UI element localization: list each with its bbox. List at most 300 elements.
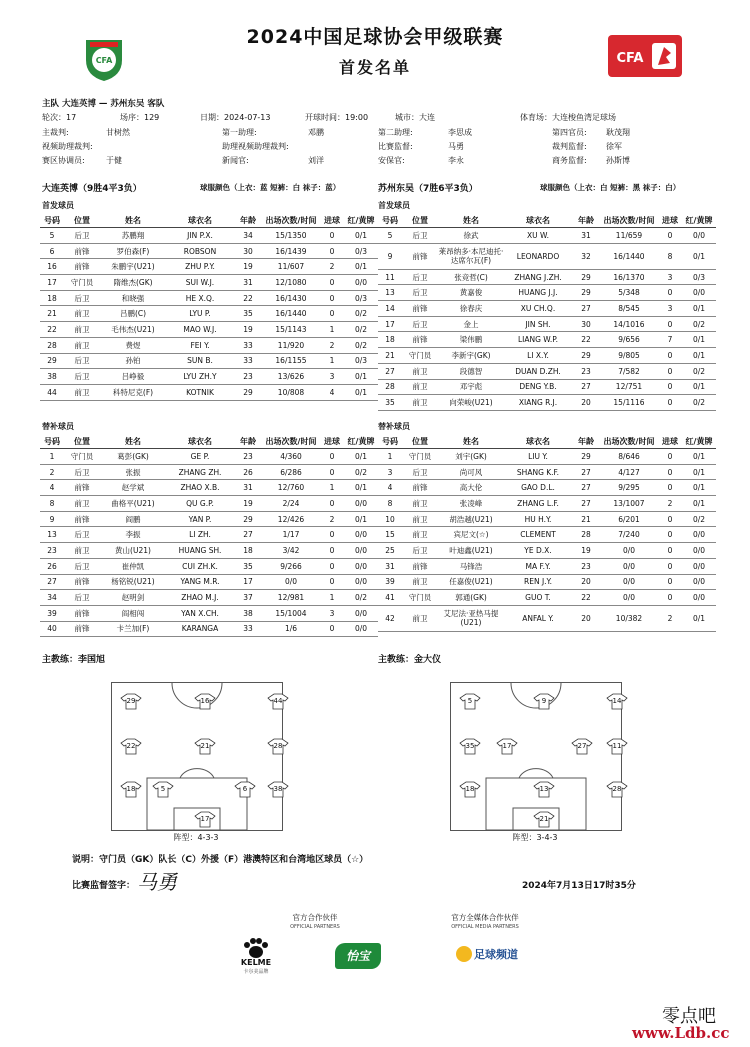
player-cell: 后卫	[64, 353, 100, 369]
player-cell: 23	[234, 449, 262, 465]
player-cell: 0/1	[344, 228, 378, 244]
player-cell: 前卫	[402, 527, 438, 543]
player-cell: 21	[572, 511, 600, 527]
player-cell: 李新宇(GK)	[438, 348, 504, 364]
kickoff-info: 开球时间：19:00	[305, 113, 369, 122]
player-cell: 0/2	[344, 337, 378, 353]
player-cell: 19	[234, 259, 262, 275]
player-cell: 前卫	[402, 605, 438, 631]
player-row	[40, 496, 378, 512]
jersey-number: 16	[200, 697, 210, 705]
player-jersey-icon	[152, 781, 174, 798]
player-cell: 38	[234, 605, 262, 621]
player-cell: 20	[572, 574, 600, 590]
player-row	[40, 543, 378, 559]
player-cell: 赵学斌	[100, 480, 166, 496]
player-cell: 0/0	[600, 574, 658, 590]
watermark-line2: www.Ldb.cc	[632, 1024, 730, 1042]
player-row	[378, 285, 716, 301]
player-cell: 后卫	[402, 285, 438, 301]
player-row	[378, 480, 716, 496]
player-row	[40, 369, 378, 385]
player-row	[40, 621, 378, 637]
player-cell: 前卫	[64, 322, 100, 338]
player-cell: YAN P.	[166, 511, 234, 527]
player-cell: 0/1	[344, 369, 378, 385]
player-cell: 0/2	[344, 590, 378, 606]
player-cell: 19	[234, 322, 262, 338]
player-cell: 15/1004	[262, 605, 320, 621]
player-row	[378, 348, 716, 364]
player-cell: 27	[572, 301, 600, 317]
column-header: 位置	[64, 213, 100, 228]
player-cell: 26	[40, 558, 64, 574]
player-cell: 前卫	[402, 511, 438, 527]
player-cell: 15	[378, 527, 402, 543]
player-cell: 37	[234, 590, 262, 606]
jersey-number: 5	[467, 697, 473, 705]
player-cell: 0	[320, 290, 344, 306]
player-cell: 0	[658, 574, 682, 590]
player-cell: 孙铂	[100, 353, 166, 369]
player-cell: 黄嘉俊	[438, 285, 504, 301]
home-away-line: 主队 大连英博 — 苏州东吴 客队	[42, 99, 165, 109]
player-cell: 0/3	[344, 353, 378, 369]
player-cell: 42	[378, 605, 402, 631]
player-cell: 15/1116	[600, 395, 658, 411]
player-cell: 30	[234, 243, 262, 259]
player-cell: 20	[572, 605, 600, 631]
player-cell: 35	[234, 306, 262, 322]
player-cell: 0/0	[344, 558, 378, 574]
player-cell: 任嘉俊(U21)	[438, 574, 504, 590]
player-cell: HU H.Y.	[504, 511, 572, 527]
player-cell: 1	[40, 449, 64, 465]
player-cell: 0	[658, 316, 682, 332]
player-cell: 18	[40, 290, 64, 306]
player-cell: 12/981	[262, 590, 320, 606]
player-row	[378, 395, 716, 411]
player-cell: 2	[658, 605, 682, 631]
player-cell: 前锋	[64, 574, 100, 590]
player-cell: 21	[40, 306, 64, 322]
player-cell: 1	[320, 322, 344, 338]
column-header: 进球	[658, 434, 682, 449]
player-cell: 16/1440	[262, 306, 320, 322]
city-info: 城市：大连	[395, 113, 435, 122]
player-cell: 后卫	[402, 269, 438, 285]
player-cell: 费煜	[100, 337, 166, 353]
player-cell: 0/3	[344, 243, 378, 259]
player-cell: 0	[658, 379, 682, 395]
player-cell: 前卫	[64, 543, 100, 559]
column-header: 姓名	[100, 213, 166, 228]
player-row	[40, 243, 378, 259]
partner-title: 官方合作伙伴	[292, 913, 338, 922]
player-cell: JIN P.X.	[166, 228, 234, 244]
player-row	[40, 464, 378, 480]
player-cell: 徐武	[438, 228, 504, 244]
home-coach: 主教练：李国旭	[42, 655, 106, 665]
player-cell: 8	[378, 496, 402, 512]
player-cell: 19	[234, 496, 262, 512]
player-cell: 0/0	[344, 605, 378, 621]
player-cell: 张凌峰	[438, 496, 504, 512]
column-header: 出场次数/时间	[600, 434, 658, 449]
jersey-number: 44	[273, 697, 283, 705]
player-cell: 1	[320, 353, 344, 369]
page-subtitle: 首发名单	[338, 58, 411, 77]
home-subs-label: 替补球员	[42, 422, 74, 431]
player-cell: 16	[40, 259, 64, 275]
player-cell: 高大伦	[438, 480, 504, 496]
home-subs-table	[40, 434, 378, 637]
player-cell: 段德智	[438, 363, 504, 379]
player-cell: 27	[572, 379, 600, 395]
player-cell: 33	[234, 337, 262, 353]
player-jersey-icon	[267, 693, 289, 710]
player-row	[40, 290, 378, 306]
player-cell: 3	[378, 464, 402, 480]
column-header: 号码	[378, 213, 402, 228]
player-row	[40, 511, 378, 527]
player-cell: YANG M.R.	[166, 574, 234, 590]
player-cell: 35	[378, 395, 402, 411]
player-cell: 叶迪鑫(U21)	[438, 543, 504, 559]
official-label: 第二助理:	[378, 128, 413, 137]
player-cell: 27	[572, 480, 600, 496]
player-cell: 0/0	[682, 285, 716, 301]
player-cell: 10/382	[600, 605, 658, 631]
player-cell: ANFAL Y.	[504, 605, 572, 631]
column-header: 球衣名	[166, 213, 234, 228]
player-row	[378, 527, 716, 543]
player-cell: 0	[658, 395, 682, 411]
player-row	[40, 353, 378, 369]
player-cell: 0/0	[344, 574, 378, 590]
player-cell: 9/295	[600, 480, 658, 496]
player-cell: 前锋	[64, 511, 100, 527]
watermark-line1: 零点吧	[662, 1006, 716, 1027]
jersey-number: 27	[577, 742, 587, 750]
player-cell: 34	[40, 590, 64, 606]
player-cell: 23	[234, 369, 262, 385]
player-cell: ZHU P.Y.	[166, 259, 234, 275]
kelme-logo-sub: 卡尔美品牌	[243, 969, 269, 975]
player-row	[378, 511, 716, 527]
player-cell: 39	[40, 605, 64, 621]
player-cell: 23	[572, 558, 600, 574]
official-name: 孙斯博	[606, 156, 630, 165]
player-cell: 郭通(GK)	[438, 590, 504, 606]
player-cell: 3	[320, 605, 344, 621]
media-title: 官方全媒体合作伙伴	[451, 913, 519, 922]
player-cell: 1	[320, 480, 344, 496]
player-cell: JIN SH.	[504, 316, 572, 332]
player-row	[378, 464, 716, 480]
player-cell: 后卫	[402, 464, 438, 480]
player-cell: 40	[40, 621, 64, 637]
player-row	[378, 574, 716, 590]
player-cell: 16/1439	[262, 243, 320, 259]
player-cell: HE X.Q.	[166, 290, 234, 306]
player-cell: 后卫	[64, 464, 100, 480]
player-cell: SUN B.	[166, 353, 234, 369]
player-jersey-icon	[606, 738, 628, 755]
player-cell: 0	[658, 363, 682, 379]
player-cell: LEONARDO	[504, 243, 572, 269]
player-cell: 0/0	[600, 590, 658, 606]
player-cell: 张振	[100, 464, 166, 480]
player-cell: 0/0	[344, 527, 378, 543]
player-cell: 前锋	[402, 558, 438, 574]
jersey-number: 35	[465, 742, 475, 750]
official-label: 裁判监督:	[552, 142, 587, 151]
badge-text: CFA	[616, 51, 644, 66]
player-cell: ZHANG L.F.	[504, 496, 572, 512]
player-cell: 0/0	[682, 228, 716, 244]
player-cell: 宾尼文(☆)	[438, 527, 504, 543]
player-cell: 21	[378, 348, 402, 364]
player-cell: 10	[378, 511, 402, 527]
player-cell: 和晓强	[100, 290, 166, 306]
player-row	[40, 275, 378, 291]
player-jersey-icon	[606, 781, 628, 798]
player-cell: 0/0	[682, 574, 716, 590]
player-cell: 0/2	[682, 316, 716, 332]
player-cell: KOTNIK	[166, 384, 234, 400]
player-cell: 0	[320, 306, 344, 322]
player-cell: 阎鹏	[100, 511, 166, 527]
player-cell: 0/1	[682, 496, 716, 512]
player-cell: 7/240	[600, 527, 658, 543]
player-cell: 张竞哲(C)	[438, 269, 504, 285]
crest-text: CFA	[95, 56, 113, 65]
player-cell: 27	[40, 574, 64, 590]
official-label: 第四官员:	[552, 128, 587, 137]
player-cell: 金上	[438, 316, 504, 332]
column-header: 年龄	[234, 213, 262, 228]
player-cell: 33	[234, 353, 262, 369]
player-row	[378, 301, 716, 317]
player-jersey-icon	[606, 693, 628, 710]
official-label: 商务监督:	[552, 156, 587, 165]
player-cell: 4	[40, 480, 64, 496]
official-label: 新闻官:	[222, 156, 249, 165]
player-cell: 12/760	[262, 480, 320, 496]
player-cell: 0	[658, 511, 682, 527]
player-cell: 15/1350	[262, 228, 320, 244]
player-cell: 27	[572, 496, 600, 512]
column-header: 出场次数/时间	[262, 213, 320, 228]
column-header: 年龄	[234, 434, 262, 449]
player-cell: LI X.Y.	[504, 348, 572, 364]
player-cell: 0/0	[682, 558, 716, 574]
player-cell: 18	[378, 332, 402, 348]
player-cell: 35	[234, 558, 262, 574]
player-cell: 0	[658, 348, 682, 364]
player-cell: 0/1	[682, 480, 716, 496]
player-cell: 前锋	[402, 480, 438, 496]
player-cell: 26	[234, 464, 262, 480]
player-cell: 后卫	[402, 316, 438, 332]
player-cell: 9	[40, 511, 64, 527]
player-cell: 14	[378, 301, 402, 317]
player-cell: 徐春庆	[438, 301, 504, 317]
player-cell: 前锋	[402, 301, 438, 317]
player-cell: 0/1	[344, 384, 378, 400]
column-header: 红/黄牌	[682, 434, 716, 449]
player-cell: 3	[320, 369, 344, 385]
player-cell: 28	[40, 337, 64, 353]
player-cell: 11	[378, 269, 402, 285]
player-cell: 17	[234, 574, 262, 590]
player-jersey-icon	[267, 738, 289, 755]
player-cell: 前卫	[402, 496, 438, 512]
player-cell: 9/266	[262, 558, 320, 574]
player-jersey-icon	[459, 693, 481, 710]
player-cell: 前锋	[402, 243, 438, 269]
football-channel-icon	[456, 946, 472, 962]
player-cell: SUI W.J.	[166, 275, 234, 291]
player-cell: 后卫	[402, 228, 438, 244]
player-cell: 13/1007	[600, 496, 658, 512]
player-cell: 0/0	[600, 558, 658, 574]
away-kit-colors: 球服颜色（上衣：白 短裤：黑 袜子：白）	[540, 183, 681, 192]
player-cell: 9/805	[600, 348, 658, 364]
player-jersey-icon	[533, 693, 555, 710]
player-cell: 0	[658, 590, 682, 606]
official-name: 徐军	[606, 142, 622, 151]
player-cell: 0/1	[682, 449, 716, 465]
player-cell: 13	[378, 285, 402, 301]
player-cell: DENG Y.B.	[504, 379, 572, 395]
player-row	[40, 449, 378, 465]
player-cell: 8	[40, 496, 64, 512]
player-cell: 0/2	[344, 464, 378, 480]
player-row	[40, 590, 378, 606]
away-formation-pitch	[450, 682, 622, 831]
player-cell: 12/426	[262, 511, 320, 527]
supervisor-signature: 马勇	[137, 870, 177, 894]
home-kit-colors: 球服颜色（上衣：蓝 短裤：白 袜子：蓝）	[200, 183, 341, 192]
jersey-number: 9	[541, 697, 547, 705]
player-cell: 吕峥毅	[100, 369, 166, 385]
player-cell: 1/17	[262, 527, 320, 543]
player-cell: 前卫	[64, 496, 100, 512]
official-label: 第一助理:	[222, 128, 257, 137]
player-cell: 0	[320, 574, 344, 590]
player-cell: LIU Y.	[504, 449, 572, 465]
player-cell: 0	[320, 621, 344, 637]
player-cell: ROBSON	[166, 243, 234, 259]
official-name: 马勇	[448, 142, 464, 151]
media-subtitle: OFFICIAL MEDIA PARTNERS	[451, 924, 519, 930]
player-cell: 12/1080	[262, 275, 320, 291]
official-name: 于健	[106, 156, 122, 165]
player-cell: LYU ZH.Y	[166, 369, 234, 385]
away-formation-label: 阵型：3-4-3	[512, 833, 558, 842]
player-cell: 0	[320, 496, 344, 512]
player-cell: 9	[378, 243, 402, 269]
column-header: 进球	[320, 213, 344, 228]
player-cell: 0/2	[344, 306, 378, 322]
player-cell: 17	[40, 275, 64, 291]
player-cell: 31	[234, 275, 262, 291]
column-header: 姓名	[438, 213, 504, 228]
player-cell: 7/582	[600, 363, 658, 379]
player-cell: 23	[40, 543, 64, 559]
player-cell: 马锋浩	[438, 558, 504, 574]
player-cell: YAN X.CH.	[166, 605, 234, 621]
player-row	[40, 259, 378, 275]
player-cell: 13	[40, 527, 64, 543]
player-row	[40, 228, 378, 244]
official-name: 甘树然	[106, 128, 130, 137]
official-label: 助理视频助理裁判:	[222, 142, 289, 151]
player-cell: ZHANG ZH.	[166, 464, 234, 480]
player-cell: 1	[378, 449, 402, 465]
player-cell: 16/1155	[262, 353, 320, 369]
player-cell: 1	[320, 590, 344, 606]
column-header: 年龄	[572, 434, 600, 449]
player-cell: 5	[378, 228, 402, 244]
player-cell: 16/1430	[262, 290, 320, 306]
player-cell: 10/808	[262, 384, 320, 400]
player-row	[40, 574, 378, 590]
player-cell: 29	[572, 449, 600, 465]
player-cell: 守门员	[64, 449, 100, 465]
player-cell: 后卫	[64, 228, 100, 244]
player-cell: 20	[572, 395, 600, 411]
column-header: 号码	[40, 213, 64, 228]
player-row	[378, 332, 716, 348]
player-cell: 0/2	[682, 363, 716, 379]
player-jersey-icon	[533, 781, 555, 798]
player-cell: 44	[40, 384, 64, 400]
player-cell: 3/42	[262, 543, 320, 559]
player-cell: 0/0	[262, 574, 320, 590]
player-cell: 后卫	[64, 290, 100, 306]
away-team-name: 苏州东吴（7胜6平3负）	[378, 184, 478, 194]
player-cell: 尚可风	[438, 464, 504, 480]
player-cell: 邓宇彪	[438, 379, 504, 395]
player-cell: 0/1	[344, 259, 378, 275]
jersey-number: 13	[539, 785, 549, 793]
player-cell: 8/646	[600, 449, 658, 465]
jersey-number: 18	[465, 785, 475, 793]
player-cell: XU W.	[504, 228, 572, 244]
player-cell: YE D.X.	[504, 543, 572, 559]
column-header: 红/黄牌	[344, 213, 378, 228]
player-cell: 0/0	[344, 621, 378, 637]
home-starters-label: 首发球员	[42, 201, 74, 210]
player-cell: 前锋	[402, 332, 438, 348]
player-cell: 0	[658, 285, 682, 301]
player-cell: 29	[40, 353, 64, 369]
player-cell: 0	[658, 480, 682, 496]
player-cell: 2	[320, 337, 344, 353]
player-cell: 0/2	[682, 511, 716, 527]
player-cell: LI ZH.	[166, 527, 234, 543]
player-jersey-icon	[267, 781, 289, 798]
player-cell: LIANG W.P.	[504, 332, 572, 348]
player-row	[378, 543, 716, 559]
player-cell: QU G.P.	[166, 496, 234, 512]
player-cell: 前卫	[64, 337, 100, 353]
player-cell: 2	[40, 464, 64, 480]
player-cell: GUO T.	[504, 590, 572, 606]
